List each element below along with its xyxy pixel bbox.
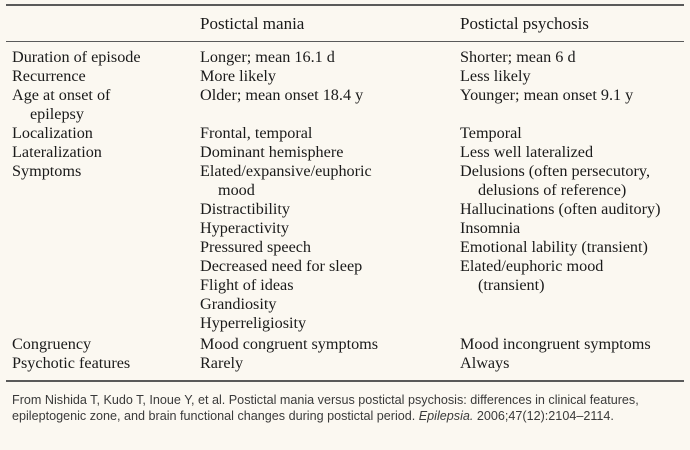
row-psychosis-value [460, 48, 576, 67]
row-mania-value [200, 86, 363, 105]
cell-line: Rarely [200, 354, 244, 372]
cell-line: Older; mean onset 18.4 y [200, 86, 364, 104]
cell-line: Delusions (often persecutory, [460, 162, 650, 180]
row-psychosis-value [460, 86, 633, 105]
header-postictal-psychosis: Postictal psychosis [460, 14, 589, 33]
cell-line: Always [460, 354, 510, 372]
row-mania-value [200, 354, 243, 373]
row-feature [12, 143, 102, 162]
row-feature [12, 48, 141, 67]
cell-line: Decreased need for sleep [200, 257, 363, 275]
cell-line: Recurrence [12, 67, 86, 85]
cell-line: Dominant hemisphere [200, 143, 344, 161]
cell-line: Elated/expansive/euphoric [200, 162, 372, 180]
top-rule [6, 4, 684, 6]
footnote-citation: 2006;47(12):2104–2114. [473, 409, 614, 423]
row-psychosis-value [460, 162, 661, 295]
row-psychosis-value [460, 124, 522, 143]
cell-line: Grandiosity [200, 295, 277, 313]
header-postictal-mania: Postictal mania [200, 14, 305, 33]
row-mania-value [200, 335, 378, 354]
cell-line: Symptoms [12, 162, 82, 180]
cell-line: Emotional lability (transient) [460, 238, 648, 256]
cell-line: Elated/euphoric mood [460, 257, 604, 275]
cell-line: Temporal [460, 124, 522, 142]
cell-line: Localization [12, 124, 93, 142]
row-psychosis-value [460, 67, 531, 86]
cell-line: Hallucinations (often auditory) [460, 200, 661, 218]
cell-line: Age at onset of [12, 86, 111, 104]
cell-line: epilepsy [30, 105, 84, 123]
footnote-text: From Nishida T, Kudo T, Inoue Y, et al. Postictal mania versus postictal psychosis: differences in clinical features, epileptogenic zone, and brain functional changes during postictal period. [12, 393, 639, 423]
cell-line: Distractibility [200, 200, 290, 218]
row-mania-value [200, 48, 335, 67]
row-psychosis-value [460, 335, 651, 354]
cell-line: Congruency [12, 335, 92, 353]
footnote-journal: Epilepsia. [418, 409, 474, 423]
header-rule [6, 41, 684, 42]
row-psychosis-value [460, 143, 593, 162]
row-feature [12, 354, 130, 373]
cell-line: Hyperreligiosity [200, 314, 307, 332]
cell-line: Less likely [460, 67, 531, 85]
row-mania-value [200, 67, 276, 86]
cell-line: (transient) [478, 276, 545, 294]
cell-line: delusions of reference) [478, 181, 627, 199]
bottom-rule [6, 380, 684, 382]
row-feature [12, 67, 86, 86]
cell-line: Hyperactivity [200, 219, 289, 237]
row-feature [12, 335, 91, 354]
cell-line: Lateralization [12, 143, 102, 161]
cell-line: Flight of ideas [200, 276, 294, 294]
row-feature [12, 124, 93, 143]
cell-line: Longer; mean 16.1 d [200, 48, 335, 66]
row-mania-value [200, 124, 312, 143]
cell-line: Psychotic features [12, 354, 131, 372]
cell-line: Insomnia [460, 219, 521, 237]
cell-line: mood [218, 181, 255, 199]
row-mania-value [200, 162, 372, 333]
cell-line: More likely [200, 67, 276, 85]
cell-line: Pressured speech [200, 238, 312, 256]
cell-line: Shorter; mean 6 d [460, 48, 576, 66]
row-feature [12, 86, 110, 124]
row-mania-value [200, 143, 343, 162]
cell-line: Mood incongruent symptoms [460, 335, 651, 353]
source-footnote [12, 392, 678, 424]
cell-line: Less well lateralized [460, 143, 594, 161]
cell-line: Mood congruent symptoms [200, 335, 379, 353]
cell-line: Frontal, temporal [200, 124, 313, 142]
row-feature [12, 162, 81, 181]
row-psychosis-value [460, 354, 509, 373]
cell-line: Younger; mean onset 9.1 y [460, 86, 634, 104]
cell-line: Duration of episode [12, 48, 141, 66]
